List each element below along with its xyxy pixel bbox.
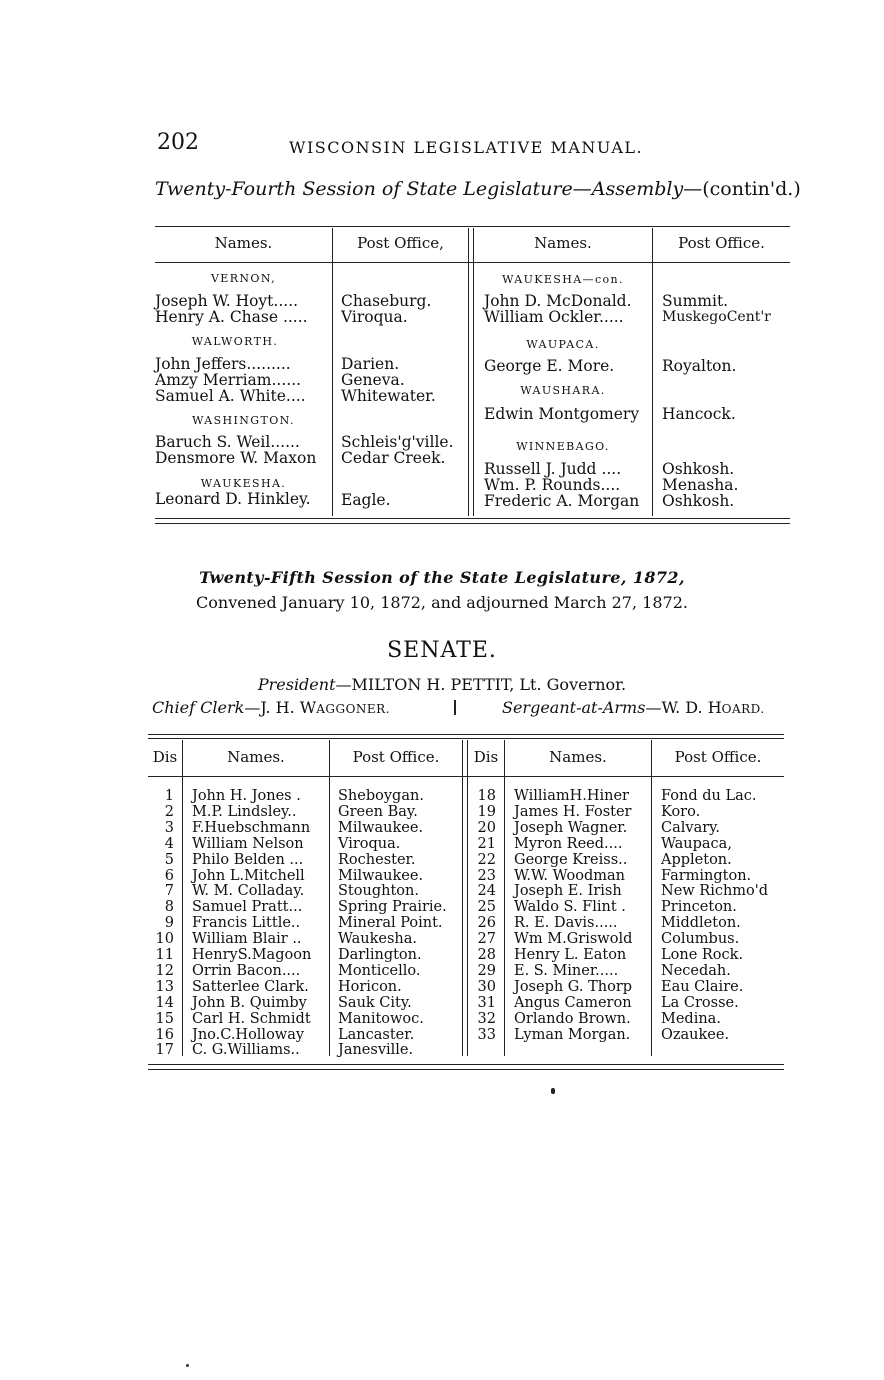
county-label: WASHINGTON.	[192, 414, 295, 427]
member-name: Edwin Montgomery	[484, 405, 640, 423]
col-header-dis: Dis	[152, 748, 178, 766]
county-label: WINNEBAGO.	[516, 440, 610, 453]
chief-clerk	[152, 698, 390, 717]
senator-name: Satterlee Clark.	[192, 978, 309, 995]
post-office: Princeton.	[661, 899, 737, 916]
member-name: Leonard D. Hinkley.	[155, 490, 311, 508]
post-office: Darlington.	[338, 947, 422, 963]
assembly-session-title	[155, 178, 801, 200]
member-name: Samuel A. White....	[155, 387, 306, 405]
district-number: 7	[164, 883, 174, 900]
post-office: Hancock.	[662, 405, 736, 423]
col-header-names: Names.	[549, 748, 607, 766]
post-office: Horicon.	[338, 978, 402, 995]
post-office: Whitewater.	[341, 387, 436, 405]
senator-name: F.Huebschmann	[192, 819, 311, 836]
senator-name: Orrin Bacon....	[192, 962, 301, 979]
district-number: 12	[155, 962, 174, 979]
table-top-rule	[148, 734, 784, 735]
chief-clerk-value: —J. H. W	[244, 698, 317, 717]
post-office: Lancaster.	[338, 1026, 415, 1043]
post-office: Farmington.	[661, 867, 752, 884]
senate-president	[0, 675, 884, 694]
session-25-convened: Convened January 10, 1872, and adjourned March 27, 1872.	[196, 593, 688, 612]
district-number: 17	[155, 1042, 174, 1059]
senator-name: Philo Belden ...	[192, 851, 304, 868]
post-office: Royalton.	[662, 357, 737, 375]
senator-name: W.W. Woodman	[514, 867, 625, 884]
post-office: Appleton.	[661, 851, 732, 868]
senator-name: John L.Mitchell	[192, 867, 305, 884]
senator-name: Angus Cameron	[514, 994, 632, 1011]
post-office: Viroqua.	[338, 835, 401, 852]
senator-name: Orlando Brown.	[514, 1010, 631, 1027]
district-number: 15	[155, 1010, 174, 1027]
sergeant-label: Sergeant-at-Arms	[502, 698, 646, 717]
member-name: John Jeffers.........	[155, 355, 291, 373]
senator-name: William Blair ..	[192, 931, 302, 948]
district-number: 27	[477, 931, 496, 948]
post-office: La Crosse.	[661, 994, 739, 1011]
page-number: 202	[157, 130, 199, 155]
assembly-title-italic: Twenty-Fourth Session of State Legislature—Assembly—	[155, 178, 703, 200]
post-office: Spring Prairie.	[338, 899, 447, 916]
table-bottom-rule	[155, 518, 790, 519]
sergeant-value: —W. D. H	[645, 698, 722, 717]
assembly-table	[155, 226, 790, 526]
senator-name: Myron Reed....	[514, 835, 623, 852]
member-name: George E. More.	[484, 357, 615, 375]
post-office: Janesville.	[338, 1042, 414, 1059]
col-header-post-office: Post Office,	[357, 234, 444, 252]
post-office: Milwaukee.	[338, 867, 424, 884]
post-office: Waukesha.	[338, 931, 418, 948]
county-label: WAUSHARA.	[520, 384, 606, 397]
member-name: John D. McDonald.	[484, 292, 632, 310]
header-bottom-rule	[148, 776, 784, 777]
senator-name: WilliamH.Hiner	[514, 788, 629, 804]
col-header-post-office: Post Office.	[674, 748, 762, 766]
post-office: Sauk City.	[338, 994, 412, 1011]
senator-name: Wm M.Griswold	[514, 931, 633, 948]
post-office: Milwaukee.	[338, 819, 424, 836]
member-name: Amzy Merriam......	[155, 371, 302, 389]
district-number: 31	[477, 994, 496, 1011]
ink-dot	[186, 1364, 189, 1367]
post-office: MuskegoCent'r	[662, 309, 771, 325]
county-label: WALWORTH.	[191, 335, 279, 348]
col-header-dis: Dis	[473, 748, 499, 766]
county-label: VERNON,	[210, 272, 277, 285]
post-office: Oshkosh.	[662, 460, 735, 478]
post-office: Lone Rock.	[661, 947, 744, 963]
district-number: 22	[477, 851, 496, 868]
senator-name: Joseph E. Irish	[514, 883, 622, 900]
post-office: Ozaukee.	[661, 1026, 730, 1043]
member-name: Baruch S. Weil......	[155, 433, 300, 451]
post-office: Koro.	[661, 803, 701, 820]
col-divider	[652, 228, 653, 516]
table-bottom-rule	[148, 1064, 784, 1065]
col-divider	[651, 740, 652, 1056]
president-label: President	[257, 675, 336, 694]
senator-name: James H. Foster	[514, 803, 632, 820]
district-number: 29	[477, 962, 496, 979]
senator-name: Samuel Pratt...	[192, 899, 303, 916]
col-divider	[504, 740, 505, 1056]
district-number: 18	[477, 788, 496, 804]
senator-name: Joseph Wagner.	[514, 819, 628, 836]
sergeant-value-smallcaps: OARD.	[721, 702, 765, 716]
officer-divider	[454, 700, 456, 715]
district-number: 32	[477, 1010, 496, 1027]
session-25-title: Twenty-Fifth Session of the State Legislature, 1872,	[199, 568, 685, 587]
post-office: Medina.	[661, 1010, 721, 1027]
post-office: New Richmo'd	[661, 883, 769, 900]
post-office: Darien.	[341, 355, 400, 373]
senator-name: Jno.C.Holloway	[192, 1026, 305, 1043]
district-number: 4	[164, 835, 174, 852]
senator-name: M.P. Lindsley..	[192, 803, 297, 820]
col-divider	[467, 740, 468, 1056]
assembly-title-continued: (contin'd.)	[702, 178, 801, 200]
ink-dot	[551, 1088, 555, 1094]
post-office: Middleton.	[661, 915, 741, 932]
district-number: 25	[477, 899, 496, 916]
senator-name: George Kreiss..	[514, 851, 628, 868]
sergeant-at-arms	[502, 698, 765, 717]
col-header-post-office: Post Office.	[678, 234, 765, 252]
member-name: Densmore W. Maxon	[155, 449, 317, 467]
post-office: Necedah.	[661, 962, 731, 979]
post-office: Columbus.	[661, 931, 740, 948]
chief-clerk-label: Chief Clerk	[152, 698, 245, 717]
district-number: 10	[155, 931, 174, 948]
chief-clerk-value-smallcaps: AGGONER.	[316, 702, 391, 716]
table-bottom-rule-double	[148, 1069, 784, 1070]
table-bottom-rule-double	[155, 523, 790, 524]
post-office: Fond du Lac.	[661, 788, 757, 804]
post-office: Monticello.	[338, 962, 421, 979]
district-number: 11	[155, 947, 174, 963]
senator-name: Carl H. Schmidt	[192, 1010, 311, 1027]
member-name: Henry A. Chase .....	[155, 308, 308, 326]
post-office: Eau Claire.	[661, 978, 744, 995]
district-number: 1	[164, 788, 174, 804]
senator-name: Lyman Morgan.	[514, 1026, 631, 1043]
member-name: Wm. P. Rounds....	[484, 476, 621, 494]
col-header-post-office: Post Office.	[352, 748, 440, 766]
district-number: 9	[164, 915, 174, 932]
post-office: Rochester.	[338, 851, 416, 868]
post-office: Viroqua.	[341, 308, 408, 326]
senator-name: John H. Jones .	[192, 788, 301, 804]
county-label: WAUKESHA—con.	[502, 273, 624, 286]
county-label: WAUKESHA.	[200, 477, 287, 490]
post-office: Waupaca,	[661, 835, 732, 852]
district-number: 23	[477, 867, 496, 884]
district-number: 24	[477, 883, 496, 900]
col-divider	[182, 740, 183, 1056]
post-office: Summit.	[662, 292, 729, 310]
senator-name: John B. Quimby	[192, 994, 307, 1011]
senator-name: Henry L. Eaton	[514, 947, 627, 963]
table-top-rule-double	[148, 738, 784, 739]
post-office: Schleis'g'ville.	[341, 433, 454, 451]
post-office: Mineral Point.	[338, 915, 443, 932]
district-number: 28	[477, 947, 496, 963]
district-number: 16	[155, 1026, 174, 1043]
post-office: Menasha.	[662, 476, 739, 494]
post-office: Geneva.	[341, 371, 405, 389]
post-office: Calvary.	[661, 819, 721, 836]
col-divider	[332, 228, 333, 516]
col-divider	[329, 740, 330, 1056]
senator-name: E. S. Miner.....	[514, 962, 619, 979]
district-number: 2	[164, 803, 174, 820]
post-office: Sheboygan.	[338, 788, 424, 804]
post-office: Oshkosh.	[662, 492, 735, 510]
district-number: 21	[477, 835, 496, 852]
county-label: WAUPACA.	[526, 338, 600, 351]
senator-name: HenryS.Magoon	[192, 947, 312, 963]
member-name: William Ockler.....	[484, 308, 624, 326]
col-divider	[462, 740, 463, 1056]
member-name: Frederic A. Morgan	[484, 492, 640, 510]
col-divider	[473, 228, 474, 516]
col-divider	[468, 228, 469, 516]
member-name: Joseph W. Hoyt.....	[155, 292, 299, 310]
post-office: Green Bay.	[338, 803, 418, 820]
senator-name: Joseph G. Thorp	[514, 978, 633, 995]
district-number: 20	[477, 819, 496, 836]
president-value: —MILTON H. PETTIT, Lt. Governor.	[335, 675, 627, 694]
senator-name: Francis Little..	[192, 915, 301, 932]
senator-name: W. M. Colladay.	[192, 883, 305, 900]
post-office: Manitowoc.	[338, 1010, 424, 1027]
senator-name: C. G.Williams..	[192, 1042, 300, 1059]
district-number: 6	[164, 867, 174, 884]
senate-officers	[152, 698, 792, 720]
district-number: 26	[477, 915, 496, 932]
member-name: Russell J. Judd ....	[484, 460, 622, 478]
district-number: 33	[477, 1026, 496, 1043]
senate-table	[148, 734, 784, 1074]
senator-name: R. E. Davis.....	[514, 915, 618, 932]
senate-heading: SENATE.	[387, 638, 497, 663]
district-number: 30	[477, 978, 496, 995]
post-office: Eagle.	[341, 491, 391, 509]
post-office: Stoughton.	[338, 883, 419, 900]
post-office: Cedar Creek.	[341, 449, 446, 467]
col-header-names: Names.	[214, 234, 273, 252]
district-number: 14	[155, 994, 174, 1011]
district-number: 19	[477, 803, 496, 820]
running-title: WISCONSIN LEGISLATIVE MANUAL.	[289, 138, 644, 157]
district-number: 8	[164, 899, 174, 916]
district-number: 3	[164, 819, 174, 836]
page-header	[157, 130, 789, 160]
senator-name: Waldo S. Flint .	[514, 899, 626, 916]
col-header-names: Names.	[534, 234, 592, 252]
district-number: 13	[155, 978, 174, 995]
col-header-names: Names.	[227, 748, 285, 766]
post-office: Chaseburg.	[341, 292, 432, 310]
district-number: 5	[164, 851, 174, 868]
senator-name: William Nelson	[192, 835, 304, 852]
